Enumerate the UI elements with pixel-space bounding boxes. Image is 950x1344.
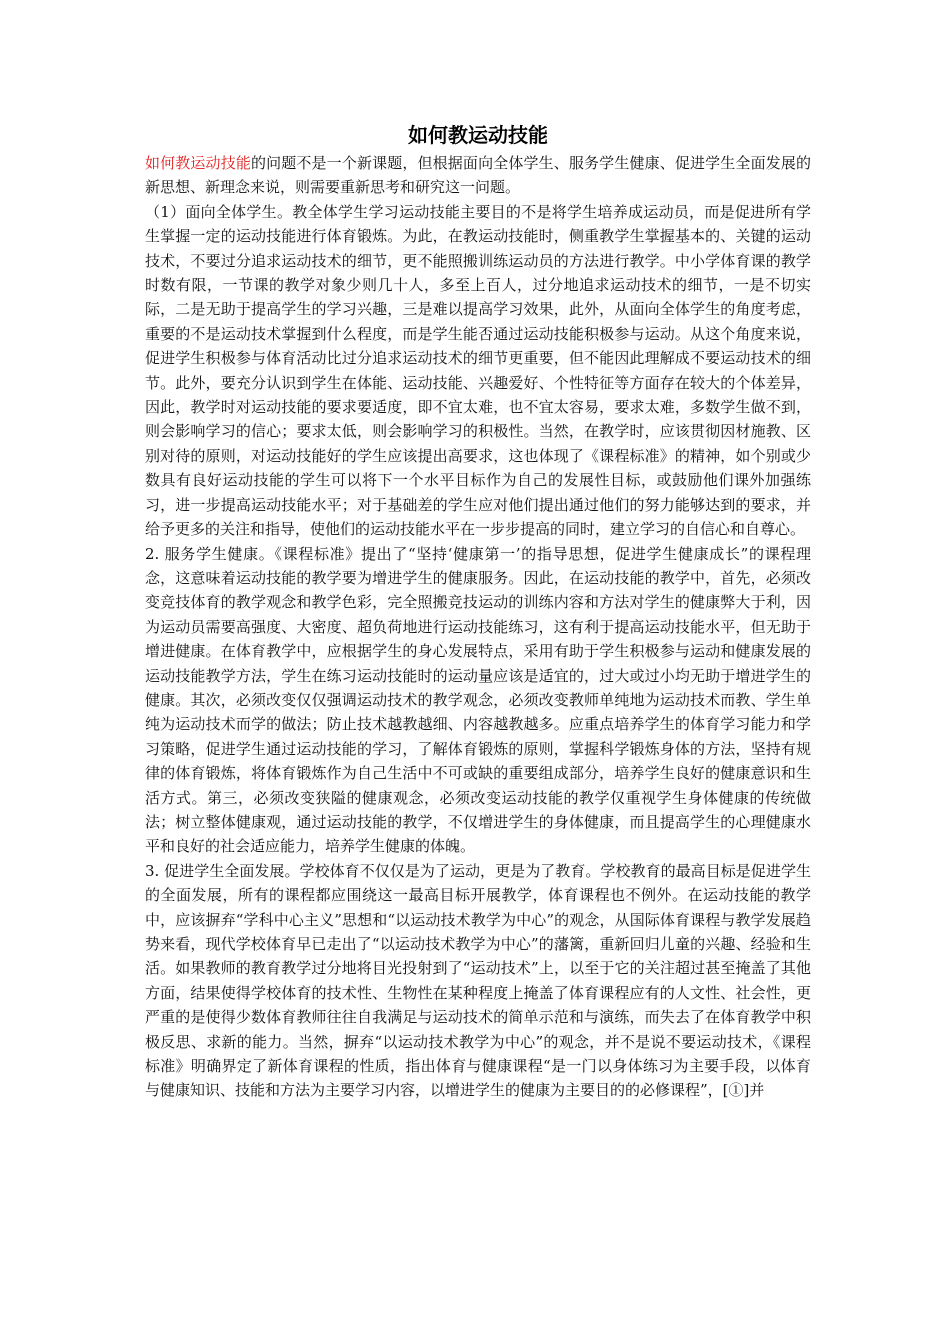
document-title: 如何教运动技能 <box>408 123 548 147</box>
document-body <box>145 120 811 1103</box>
paragraph-student-health: 2. 服务学生健康。《课程标准》提出了“坚持‘健康第一’的指导思想，促进学生健康成长”的课程理念，这意味着运动技能的教学要为增进学生的健康服务。因此，在运动技能的教学中，首先，必须改变竞技体育的教学观念和教学色彩，完全照搬竞技运动的训练内容和方法对学生的健康弊大于利，因为运动员需要高强度、大密度、超负荷地进行运动技能练习，这有利于提高运动技能水平，但无助于增进健康。在体育教学中，应根据学生的身心发展特点，采用有助于学生积极参与运动和健康发展的运动技能教学方法，学生在练习运动技能时的运动量应该是适宜的，过大或过小均无助于增进学生的健康。其次，必须改变仅仅强调运动技术的教学观念，必须改变教师单纯地为运动技术而教、学生单纯为运动技术而学的做法；防止技术越教越细、内容越教越多。应重点培养学生的体育学习能力和学习策略，促进学生通过运动技能的学习，了解体育锻炼的原则，掌握科学锻炼身体的方法，坚持有规律的体育锻炼，将体育锻炼作为自己生活中不可或缺的重要组成部分，培养学生良好的健康意识和生活方式。第三，必须改变狭隘的健康观念，必须改变运动技能的教学仅重视学生身体健康的传统做法；树立整体健康观，通过运动技能的教学，不仅增进学生的身体健康，而且提高学生的心理健康水平和良好的社会适应能力，培养学生健康的体魄。 <box>145 544 811 856</box>
intro-highlight: 如何教运动技能 <box>145 154 251 172</box>
paragraph-whole-student: （1）面向全体学生。教全体学生学习运动技能主要目的不是将学生培养成运动员，而是促进所有学生掌握一定的运动技能进行体育锻炼。为此，在教运动技能时，侧重教学生掌握基本的、关键的运动技术，不要过分追求运动技术的细节，更不能照搬训练运动员的方法进行教学。中小学体育课的教学时数有限，一节课的教学对象少则几十人，多至上百人，过分地追求运动技术的细节，一是不切实际，二是无助于提高学生的学习兴趣，三是难以提高学习效果，此外，从面向全体学生的角度考虑，重要的不是运动技术掌握到什么程度，而是学生能否通过运动技能积极参与运动。从这个角度来说，促进学生积极参与体育活动比过分追求运动技术的细节更重要，但不能因此理解成不要运动技术的细节。此外，要充分认识到学生在体能、运动技能、兴趣爱好、个性特征等方面存在较大的个体差异，因此，教学时对运动技能的要求要适度，即不宜太难，也不宜太容易，要求太难，多数学生做不到，则会影响学习的信心；要求太低，则会影响学习的积极性。当然，在教学时，应该贯彻因材施教、区别对待的原则，对运动技能好的学生应该提出高要求，这也体现了《课程标准》的精神，如个别或少数具有良好运动技能的学生可以将下一个水平目标作为自己的发展性目标，或鼓励他们课外加强练习，进一步提高运动技能水平；对于基础差的学生应对他们提出通过他们的努力能够达到的要求，并给予更多的关注和指导，使他们的运动技能水平在一步步提高的同时，建立学习的自信心和自尊心。 <box>145 202 811 539</box>
intro-text: 的问题不是一个新课题，但根据面向全体学生、服务学生健康、促进学生全面发展的新思想、新理念来说，则需要重新思考和研究这一问题。 <box>145 154 811 197</box>
paragraph-all-round-development: 3. 促进学生全面发展。学校体育不仅仅是为了运动，更是为了教育。学校教育的最高目标是促进学生的全面发展，所有的课程都应围绕这一最高目标开展教学，体育课程也不例外。在运动技能的教学中，应该摒弃“学科中心主义”思想和“以运动技术教学为中心”的观念，从国际体育课程与教学发展趋势来看，现代学校体育早已走出了“以运动技术教学为中心”的藩篱，重新回归儿童的兴趣、经验和生活。如果教师的教育教学过分地将目光投射到了“运动技术”上，以至于它的关注超过甚至掩盖了其他方面，结果使得学校体育的技术性、生物性在某种程度上掩盖了体育课程应有的人文性、社会性，更严重的是使得少数体育教师往往自我满足与运动技术的简单示范和与演练，而失去了在体育教学中积极反思、求新的能力。当然，摒弃“以运动技术教学为中心”的观念，并不是说不要运动技术，《课程标准》明确界定了新体育课程的性质，指出体育与健康课程“是一门以身体练习为主要手段，以体育与健康知识、技能和方法为主要学习内容，以增进学生的健康为主要目的的必修课程”，[①]并 <box>145 861 811 1100</box>
intro-paragraph <box>145 151 811 200</box>
